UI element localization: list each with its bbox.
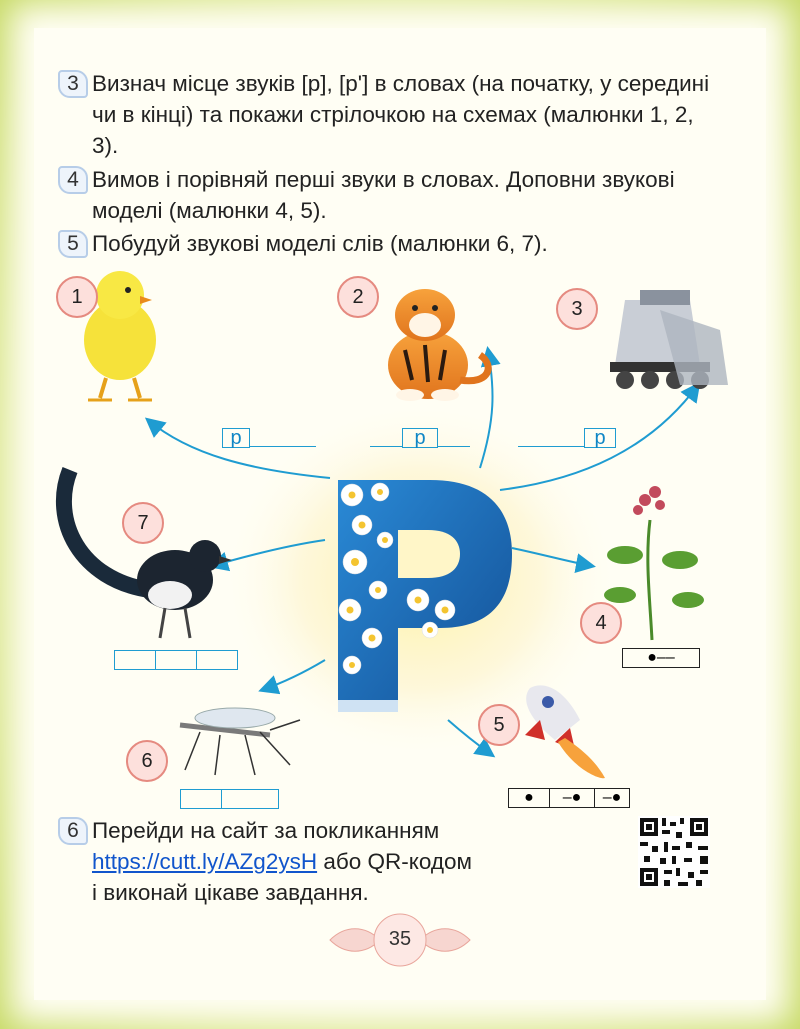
task-text: або QR-кодом: [317, 849, 472, 874]
scheme-cell: р: [584, 428, 616, 448]
task-number-badge: 5: [58, 230, 88, 258]
task-number-badge: 3: [58, 70, 88, 98]
scheme-cell: [518, 428, 584, 447]
model-cell: ●: [508, 788, 550, 808]
task-text: Вимов і порівняй перші звуки в словах. Доповни звукові моделі (малюнки 4, 5).: [92, 167, 675, 223]
qr-code-icon: [638, 816, 710, 888]
picture-number-7: 7: [122, 502, 164, 544]
task-text: і виконай цікаве завдання.: [92, 880, 369, 905]
page-number: 35: [388, 928, 412, 950]
picture-number-3: 3: [556, 288, 598, 330]
task-number-badge: 4: [58, 166, 88, 194]
model-cell: [180, 789, 222, 809]
model-cell: [197, 650, 238, 670]
roller-skates-picture: [610, 290, 728, 389]
tiger-picture: [388, 289, 488, 401]
task-number-badge: 6: [58, 817, 88, 845]
mosquito-picture: [180, 708, 300, 775]
picture-number-2: 2: [337, 276, 379, 318]
task-text: Побудуй звукові моделі слів (малюнки 6, 7).: [92, 231, 548, 256]
sound-model-7: [114, 650, 238, 670]
sound-scheme-1: [222, 428, 316, 448]
website-link[interactable]: https://cutt.ly/AZg2ysH: [92, 849, 318, 874]
scheme-cell: [438, 428, 470, 447]
sound-model-6: [180, 789, 279, 809]
picture-number-5: 5: [478, 704, 520, 746]
task-text: Перейди на сайт за покликанням: [92, 818, 440, 843]
picture-number-4: 4: [580, 602, 622, 644]
scheme-cell: [250, 428, 316, 447]
rocket-picture: [525, 685, 605, 778]
sound-model-5: [508, 788, 630, 808]
scheme-cell: [370, 428, 402, 447]
scheme-cell: р: [402, 428, 438, 448]
model-cell: [156, 650, 197, 670]
sound-model-4: [622, 648, 700, 668]
model-cell: [222, 789, 279, 809]
picture-number-6: 6: [126, 740, 168, 782]
scheme-cell: р: [222, 428, 250, 448]
model-cell: ●––: [622, 648, 700, 668]
sound-scheme-2: [370, 428, 470, 448]
task-text: Визнач місце звуків [р], [р'] в словах (на початку, у середині чи в кінці) та покажи стрілочкою на схемах (малюнки 1, 2, 3).: [92, 71, 710, 158]
model-cell: –●: [595, 788, 630, 808]
model-cell: [114, 650, 156, 670]
magpie-picture: [64, 470, 232, 638]
model-cell: –●: [550, 788, 595, 808]
picture-number-1: 1: [56, 276, 98, 318]
task-6: [58, 815, 632, 908]
sound-scheme-3: [518, 428, 616, 448]
